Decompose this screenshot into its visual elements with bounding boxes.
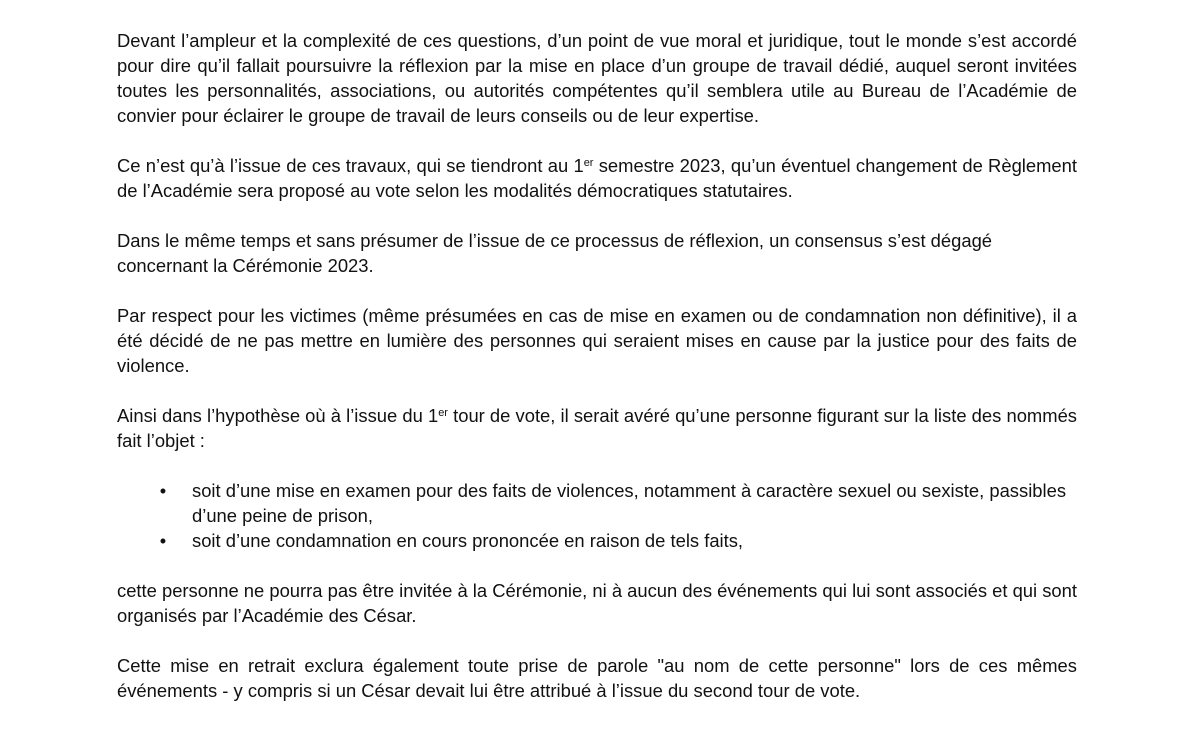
conditions-list <box>117 478 1077 553</box>
list-item <box>117 528 1077 553</box>
paragraph-ceremony-exclusion: cette personne ne pourra pas être invitée à la Cérémonie, ni à aucun des événements qui lui sont associés et qui sont organisés par l’Académie des César. <box>117 580 1077 626</box>
ordinal-superscript: er <box>438 407 448 419</box>
paragraph-hypothesis-text-end: tour de vote, il serait avéré qu’une personne figurant sur la liste des nommés fait l’objet : <box>117 405 1077 451</box>
paragraph-rules-change <box>117 153 1077 203</box>
paragraph-hypothesis <box>117 403 1077 453</box>
list-item-text: soit d’une condamnation en cours prononcée en raison de tels faits, <box>192 530 744 551</box>
bullet-icon: • <box>159 480 167 501</box>
paragraph-rules-change-text-end: semestre 2023, qu’un éventuel changement de Règlement de l’Académie sera proposé au vote selon les modalités démocratiques statutaires. <box>117 155 1077 201</box>
paragraph-hypothesis-text-start: Ainsi dans l’hypothèse où à l’issue du 1 <box>117 405 439 426</box>
list-item <box>117 478 1077 528</box>
paragraph-victims-respect: Par respect pour les victimes (même présumées en cas de mise en examen ou de condamnation non définitive), il a été décidé de ne pas mettre en lumière des personnes qui seraient mises en cause par la justice pour des faits de violence. <box>117 305 1077 376</box>
list-item-text: soit d’une mise en examen pour des faits de violences, notamment à caractère sexuel ou sexiste, passibles d’une peine de prison, <box>192 480 1067 526</box>
paragraph-rules-change-text-start: Ce n’est qu’à l’issue de ces travaux, qui se tiendront au 1 <box>117 155 584 176</box>
paragraph-speech-withdrawal: Cette mise en retrait exclura également toute prise de parole "au nom de cette personne" lors de ces mêmes événements - y compris si un César devait lui être attribué à l’issue du second tour de vote. <box>117 655 1077 701</box>
paragraph-working-group: Devant l’ampleur et la complexité de ces questions, d’un point de vue moral et juridique, tout le monde s’est accordé pour dire qu’il fallait poursuivre la réflexion par la mise en place d’un groupe de travail dédié, auquel seront invitées toutes les personnalités, associations, ou autorités compétentes qu’il semblera utile au Bureau de l’Académie de convier pour éclairer le groupe de travail de leurs conseils ou de leur expertise. <box>117 30 1077 126</box>
bullet-icon: • <box>159 530 167 551</box>
paragraph-consensus: Dans le même temps et sans présumer de l’issue de ce processus de réflexion, un consensus s’est dégagé concernant la Cérémonie 2023. <box>117 230 993 276</box>
document-page <box>117 28 1077 728</box>
ordinal-superscript: er <box>583 157 594 169</box>
